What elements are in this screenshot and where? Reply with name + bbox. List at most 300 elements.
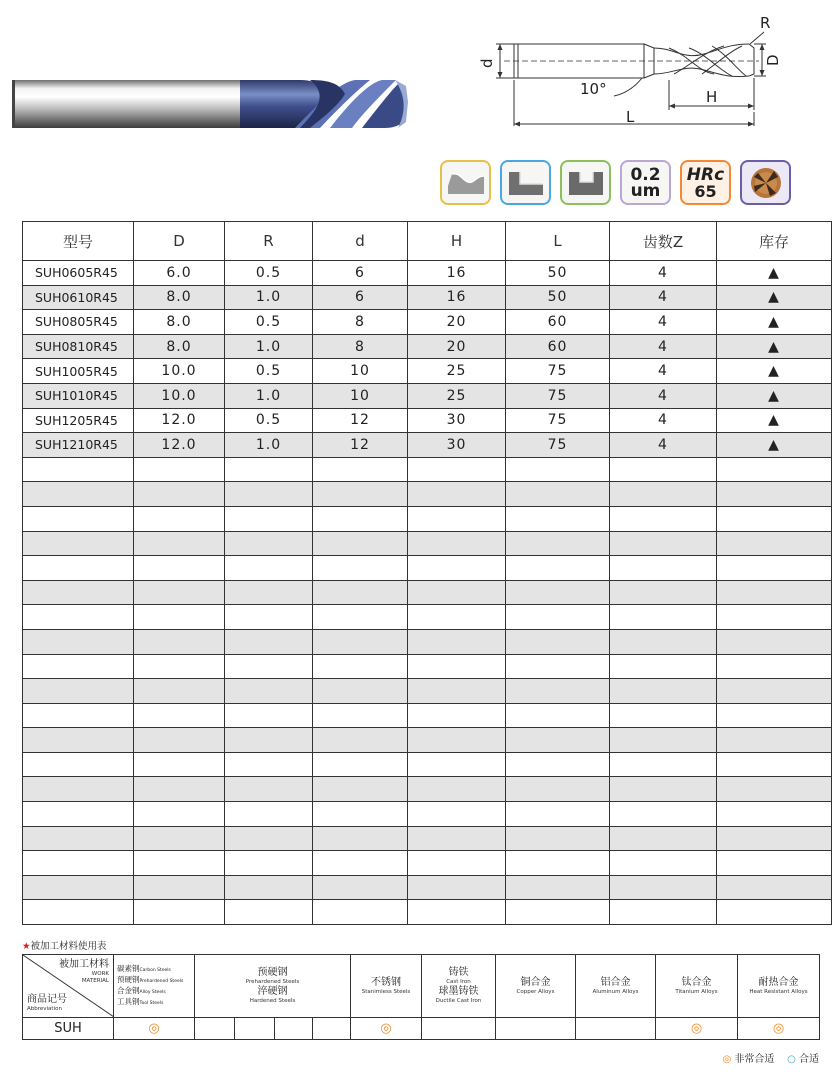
cell-stock <box>717 457 832 482</box>
cell-L: 50 <box>506 285 610 310</box>
cell-stock <box>717 605 832 630</box>
cell-stock: ▲ <box>717 359 832 384</box>
cell-R <box>225 482 313 507</box>
cell-d <box>313 556 408 581</box>
table-row <box>23 334 832 359</box>
table-row <box>23 261 832 286</box>
cell-H <box>408 875 506 900</box>
very-suitable-icon: ◎ <box>722 1054 732 1065</box>
cell-D <box>134 728 225 753</box>
cell-D <box>134 826 225 851</box>
material-heat-resistant: 耐热合金 Heat Resistant Alloys <box>738 955 820 1018</box>
usage-mark <box>235 1018 275 1040</box>
cell-stock <box>717 482 832 507</box>
feature-icon-row <box>440 160 791 205</box>
cell-H <box>408 531 506 556</box>
table-row <box>23 679 832 704</box>
material-titanium: 钛合金 Titanium Alloys <box>656 955 738 1018</box>
cell-flutes <box>610 679 717 704</box>
cell-D <box>134 802 225 827</box>
cell-D <box>134 506 225 531</box>
cell-H: 20 <box>408 310 506 335</box>
cell-R <box>225 556 313 581</box>
header-R: R <box>225 222 313 261</box>
table-row <box>23 457 832 482</box>
table-row <box>23 359 832 384</box>
profile-milling-icon <box>440 160 491 205</box>
cell-R <box>225 457 313 482</box>
cell-H: 20 <box>408 334 506 359</box>
cell-stock <box>717 752 832 777</box>
usage-mark <box>496 1018 576 1040</box>
cell-stock <box>717 728 832 753</box>
hardness-value: 65 <box>694 181 717 201</box>
cell-flutes <box>610 531 717 556</box>
cell-model <box>23 556 134 581</box>
header-d: d <box>313 222 408 261</box>
cell-D <box>134 679 225 704</box>
material-copper: 铜合金 Copper Alloys <box>496 955 576 1018</box>
cell-L: 75 <box>506 383 610 408</box>
cell-flutes <box>610 654 717 679</box>
usage-mark: ◎ <box>114 1018 195 1040</box>
material-row-code: SUH <box>23 1018 114 1040</box>
table-row <box>23 703 832 728</box>
label-D: D <box>764 54 782 66</box>
cell-model <box>23 580 134 605</box>
cell-d <box>313 679 408 704</box>
cell-stock <box>717 629 832 654</box>
material-hardened: 预硬钢 Prehardened Steels 淬硬钢 Hardened Steels <box>195 955 351 1018</box>
cell-L <box>506 679 610 704</box>
cell-model: SUH1210R45 <box>23 433 134 458</box>
cell-R <box>225 629 313 654</box>
cell-stock <box>717 826 832 851</box>
cell-d <box>313 629 408 654</box>
material-corner-cell: 被加工材料 WORK MATERIAL 商品记号 Abbreviation <box>23 955 114 1018</box>
label-L: L <box>626 108 635 126</box>
shoulder-milling-icon <box>500 160 551 205</box>
cell-model <box>23 654 134 679</box>
cell-flutes <box>610 752 717 777</box>
table-row <box>23 875 832 900</box>
cell-L <box>506 580 610 605</box>
usage-mark <box>275 1018 313 1040</box>
cell-D <box>134 605 225 630</box>
material-header-row <box>23 955 820 1018</box>
cell-model <box>23 777 134 802</box>
cell-R: 1.0 <box>225 383 313 408</box>
cell-L <box>506 728 610 753</box>
end-mill-photo <box>10 72 410 136</box>
cell-flutes <box>610 851 717 876</box>
cell-flutes <box>610 605 717 630</box>
cell-D <box>134 457 225 482</box>
cell-R: 0.5 <box>225 408 313 433</box>
cell-L <box>506 851 610 876</box>
cell-H <box>408 580 506 605</box>
cell-flutes <box>610 777 717 802</box>
cell-d: 6 <box>313 261 408 286</box>
cell-H: 25 <box>408 359 506 384</box>
cell-R <box>225 679 313 704</box>
material-cast-iron: 铸铁 Cast Iron 球墨铸铁 Ductile Cast Iron <box>422 955 496 1018</box>
cell-d <box>313 703 408 728</box>
end-mill-dimension-drawing <box>474 14 782 130</box>
cell-model <box>23 457 134 482</box>
usage-mark <box>576 1018 656 1040</box>
cell-R <box>225 703 313 728</box>
cell-R: 0.5 <box>225 261 313 286</box>
table-row <box>23 851 832 876</box>
cell-D: 8.0 <box>134 310 225 335</box>
table-row <box>23 777 832 802</box>
cell-L <box>506 457 610 482</box>
table-row <box>23 802 832 827</box>
cell-d <box>313 851 408 876</box>
cell-H: 30 <box>408 433 506 458</box>
cell-H <box>408 851 506 876</box>
cell-stock <box>717 531 832 556</box>
cell-stock: ▲ <box>717 261 832 286</box>
cell-D: 12.0 <box>134 408 225 433</box>
cell-flutes: 4 <box>610 285 717 310</box>
cell-D <box>134 580 225 605</box>
cell-d <box>313 482 408 507</box>
cell-stock: ▲ <box>717 433 832 458</box>
cell-H <box>408 654 506 679</box>
cell-stock <box>717 703 832 728</box>
cell-d <box>313 605 408 630</box>
cell-L <box>506 777 610 802</box>
cell-H <box>408 802 506 827</box>
cell-stock: ▲ <box>717 310 832 335</box>
cell-L: 75 <box>506 408 610 433</box>
table-row <box>23 482 832 507</box>
cell-model: SUH0810R45 <box>23 334 134 359</box>
cell-H: 30 <box>408 408 506 433</box>
table-row <box>23 728 832 753</box>
header-L: L <box>506 222 610 261</box>
cell-model <box>23 900 134 925</box>
cell-L <box>506 752 610 777</box>
cell-R <box>225 851 313 876</box>
table-row <box>23 654 832 679</box>
cell-H <box>408 556 506 581</box>
cell-H <box>408 752 506 777</box>
cell-flutes: 4 <box>610 408 717 433</box>
cell-R <box>225 777 313 802</box>
cell-R: 1.0 <box>225 334 313 359</box>
header-flutes: 齿数Z <box>610 222 717 261</box>
cell-R: 0.5 <box>225 310 313 335</box>
cell-H <box>408 605 506 630</box>
cell-model <box>23 802 134 827</box>
cell-L <box>506 802 610 827</box>
cell-model <box>23 752 134 777</box>
material-stainless: 不锈钢 Stanimless Steels <box>351 955 422 1018</box>
cell-L <box>506 506 610 531</box>
table-row <box>23 383 832 408</box>
cell-d: 12 <box>313 433 408 458</box>
spec-table <box>22 221 832 925</box>
slot-milling-icon <box>560 160 611 205</box>
cell-model: SUH0605R45 <box>23 261 134 286</box>
table-row <box>23 310 832 335</box>
star-icon: ★ <box>22 941 31 952</box>
usage-mark: ◎ <box>738 1018 820 1040</box>
cell-H <box>408 506 506 531</box>
cell-d: 10 <box>313 383 408 408</box>
cell-D: 6.0 <box>134 261 225 286</box>
cell-R <box>225 605 313 630</box>
cell-L <box>506 531 610 556</box>
cell-d <box>313 457 408 482</box>
precision-icon <box>620 160 671 205</box>
cell-stock <box>717 679 832 704</box>
cell-R: 0.5 <box>225 359 313 384</box>
cell-D: 12.0 <box>134 433 225 458</box>
cell-R <box>225 531 313 556</box>
cell-L <box>506 900 610 925</box>
header-D: D <box>134 222 225 261</box>
cell-flutes <box>610 556 717 581</box>
cell-H <box>408 777 506 802</box>
cell-d <box>313 875 408 900</box>
cell-H <box>408 457 506 482</box>
cell-flutes: 4 <box>610 310 717 335</box>
usage-mark <box>422 1018 496 1040</box>
cell-D: 8.0 <box>134 334 225 359</box>
cell-d <box>313 752 408 777</box>
cell-H: 16 <box>408 261 506 286</box>
usage-mark <box>313 1018 351 1040</box>
cell-d: 12 <box>313 408 408 433</box>
cell-D <box>134 629 225 654</box>
cell-d: 8 <box>313 310 408 335</box>
cell-D <box>134 482 225 507</box>
cell-model <box>23 482 134 507</box>
label-H: H <box>706 88 718 106</box>
cell-D <box>134 875 225 900</box>
cell-d <box>313 802 408 827</box>
cell-model <box>23 531 134 556</box>
cell-d <box>313 654 408 679</box>
very-suitable-label: 非常合适 <box>734 1054 775 1065</box>
cell-flutes <box>610 482 717 507</box>
table-row <box>23 531 832 556</box>
table-row <box>23 556 832 581</box>
material-table <box>22 954 820 1040</box>
usage-mark: ◎ <box>656 1018 738 1040</box>
cell-D <box>134 531 225 556</box>
cell-stock <box>717 777 832 802</box>
cell-H <box>408 703 506 728</box>
cell-stock <box>717 875 832 900</box>
spec-header-row <box>23 222 832 261</box>
cell-flutes: 4 <box>610 359 717 384</box>
cell-D: 10.0 <box>134 359 225 384</box>
cell-model <box>23 703 134 728</box>
cell-R <box>225 580 313 605</box>
cell-flutes: 4 <box>610 334 717 359</box>
table-row <box>23 433 832 458</box>
cell-flutes: 4 <box>610 383 717 408</box>
cell-flutes <box>610 580 717 605</box>
cell-d <box>313 900 408 925</box>
table-row <box>23 629 832 654</box>
cell-R: 1.0 <box>225 433 313 458</box>
cell-L: 75 <box>506 433 610 458</box>
cell-flutes <box>610 629 717 654</box>
cell-stock: ▲ <box>717 408 832 433</box>
cell-d <box>313 531 408 556</box>
cell-H <box>408 826 506 851</box>
cell-H: 16 <box>408 285 506 310</box>
cell-model: SUH0805R45 <box>23 310 134 335</box>
hardness-label: HRc <box>686 164 725 185</box>
table-row <box>23 408 832 433</box>
cell-flutes: 4 <box>610 433 717 458</box>
cell-model: SUH1010R45 <box>23 383 134 408</box>
cell-stock <box>717 556 832 581</box>
usage-mark: ◎ <box>351 1018 422 1040</box>
precision-value: 0.2 <box>630 164 661 185</box>
cell-d: 10 <box>313 359 408 384</box>
cell-flutes: 4 <box>610 261 717 286</box>
cell-stock: ▲ <box>717 383 832 408</box>
cell-R <box>225 802 313 827</box>
cell-R <box>225 752 313 777</box>
cell-D <box>134 654 225 679</box>
cell-flutes <box>610 802 717 827</box>
cell-L <box>506 556 610 581</box>
cell-D: 8.0 <box>134 285 225 310</box>
label-d: d <box>478 58 496 68</box>
table-row <box>23 826 832 851</box>
cell-d <box>313 728 408 753</box>
suitable-icon: ○ <box>787 1054 796 1065</box>
cell-stock <box>717 506 832 531</box>
cell-L <box>506 482 610 507</box>
coating-icon <box>740 160 791 205</box>
cell-stock <box>717 654 832 679</box>
header-model: 型号 <box>23 222 134 261</box>
material-table-title: ★被加工材料使用表 <box>22 941 107 952</box>
cell-L: 60 <box>506 334 610 359</box>
cell-D <box>134 703 225 728</box>
suitable-label: 合适 <box>799 1054 819 1065</box>
hardness-icon <box>680 160 731 205</box>
cell-H <box>408 482 506 507</box>
precision-unit: um <box>630 180 661 201</box>
cell-L <box>506 605 610 630</box>
header-stock: 库存 <box>717 222 832 261</box>
cell-L: 75 <box>506 359 610 384</box>
material-usage-row <box>23 1018 820 1040</box>
cell-H <box>408 629 506 654</box>
cell-model <box>23 728 134 753</box>
cell-H: 25 <box>408 383 506 408</box>
cell-R <box>225 654 313 679</box>
cell-L <box>506 703 610 728</box>
cell-d: 6 <box>313 285 408 310</box>
cell-L <box>506 826 610 851</box>
cell-flutes <box>610 826 717 851</box>
cell-model <box>23 629 134 654</box>
cell-d <box>313 777 408 802</box>
table-row <box>23 900 832 925</box>
cell-D <box>134 556 225 581</box>
cell-D <box>134 851 225 876</box>
cell-flutes <box>610 703 717 728</box>
cell-model <box>23 826 134 851</box>
cell-d: 8 <box>313 334 408 359</box>
suitability-legend <box>722 1050 819 1065</box>
cell-d <box>313 580 408 605</box>
cell-H <box>408 679 506 704</box>
cell-stock: ▲ <box>717 334 832 359</box>
material-aluminum: 铝合金 Aluminum Alloys <box>576 955 656 1018</box>
table-row <box>23 285 832 310</box>
cell-L: 50 <box>506 261 610 286</box>
cell-flutes <box>610 875 717 900</box>
cell-D <box>134 900 225 925</box>
cell-model: SUH0610R45 <box>23 285 134 310</box>
cell-flutes <box>610 457 717 482</box>
cell-model <box>23 875 134 900</box>
usage-mark <box>195 1018 235 1040</box>
cell-L <box>506 629 610 654</box>
cell-flutes <box>610 900 717 925</box>
table-row <box>23 605 832 630</box>
cell-d <box>313 506 408 531</box>
cell-stock <box>717 580 832 605</box>
table-row <box>23 506 832 531</box>
spec-table-body <box>23 261 832 925</box>
cell-H <box>408 900 506 925</box>
label-angle: 10° <box>580 80 607 98</box>
cell-model: SUH1205R45 <box>23 408 134 433</box>
cell-H <box>408 728 506 753</box>
cell-D <box>134 752 225 777</box>
cell-R <box>225 875 313 900</box>
cell-flutes <box>610 728 717 753</box>
cell-model <box>23 506 134 531</box>
cell-D: 10.0 <box>134 383 225 408</box>
cell-R <box>225 506 313 531</box>
cell-model <box>23 679 134 704</box>
table-row <box>23 580 832 605</box>
cell-R <box>225 728 313 753</box>
cell-L <box>506 875 610 900</box>
cell-model: SUH1005R45 <box>23 359 134 384</box>
label-R: R <box>760 14 771 32</box>
cell-stock <box>717 802 832 827</box>
cell-d <box>313 826 408 851</box>
cell-R <box>225 826 313 851</box>
cell-model <box>23 605 134 630</box>
material-steels: 碳素钢Carbon Steels 预硬钢Prehardened Steels 合金钢Alloy Steels 工具钢Tool Steels <box>114 955 195 1018</box>
cell-R <box>225 900 313 925</box>
cell-R: 1.0 <box>225 285 313 310</box>
table-row <box>23 752 832 777</box>
cell-L <box>506 654 610 679</box>
cell-D <box>134 777 225 802</box>
cell-model <box>23 851 134 876</box>
cell-stock <box>717 900 832 925</box>
cell-stock: ▲ <box>717 285 832 310</box>
